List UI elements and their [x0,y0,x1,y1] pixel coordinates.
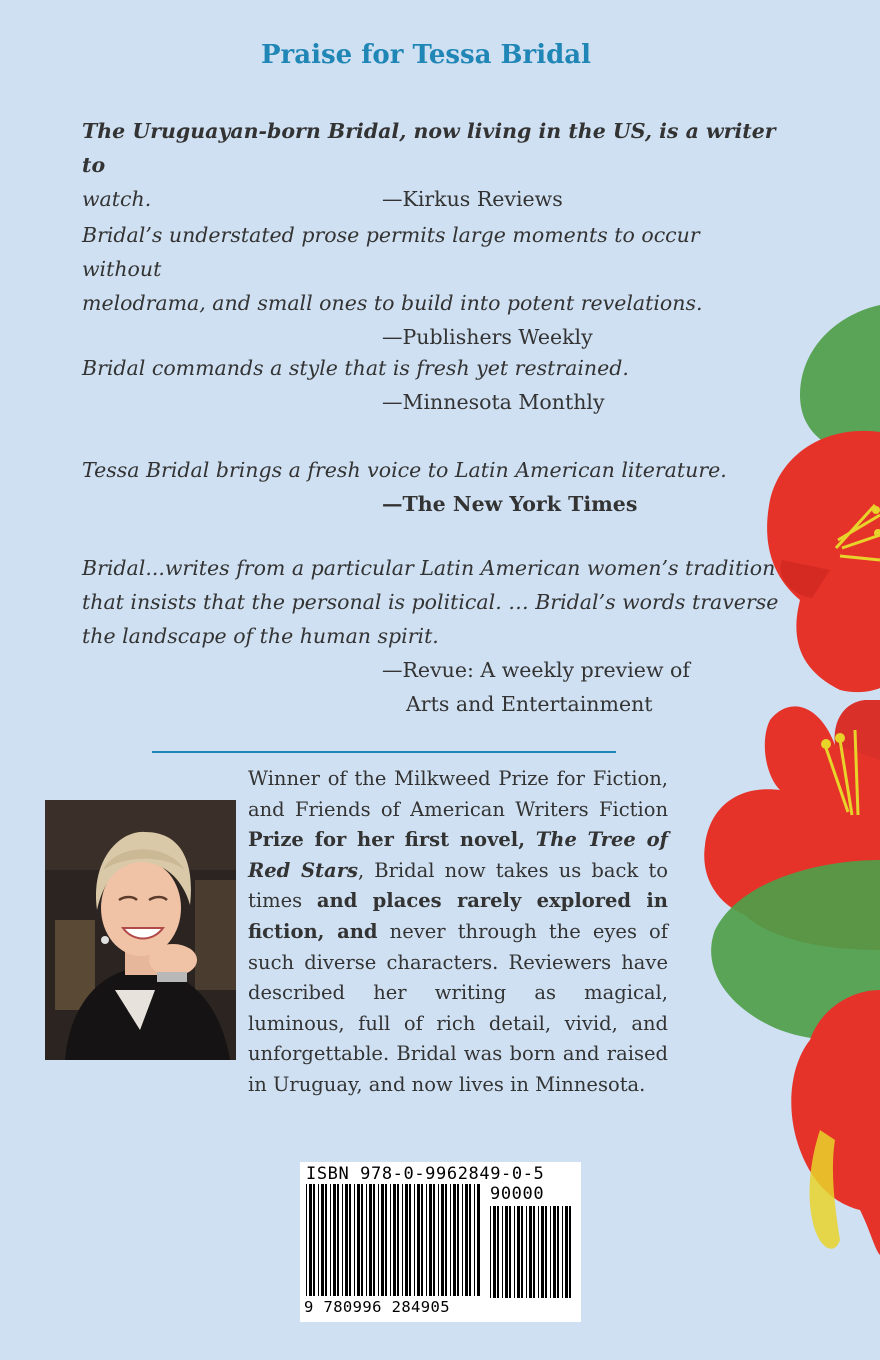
barcode-bar [529,1206,532,1298]
quote-text: Bridal...writes from a particular Latin American women’s tradition [82,556,776,580]
barcode-bar [349,1184,351,1296]
barcode-bar [438,1184,439,1296]
praise-quote-new-york-times [82,453,782,521]
barcode-bar [393,1184,396,1296]
barcode-bar [381,1184,384,1296]
barcode-bar [342,1184,343,1296]
barcode-bar [378,1184,379,1296]
isbn-label: ISBN 978-0-9962849-0-5 [306,1164,545,1184]
barcode-bar [453,1184,456,1296]
barcode-bar [502,1206,503,1298]
praise-quote-publishers-weekly [82,218,782,354]
barcode-bar [306,1184,307,1296]
barcode-bar [465,1184,468,1296]
praise-quote-revue [82,551,782,721]
barcode-bar [345,1184,348,1296]
quote-source: —The New York Times [382,492,638,516]
barcode-bar [553,1206,556,1298]
barcode-bar [409,1184,411,1296]
quote-source: —Minnesota Monthly [382,390,605,414]
barcode-bar [354,1184,355,1296]
barcode-bar [545,1206,547,1298]
barcode-bar [474,1184,475,1296]
barcode-bar [450,1184,451,1296]
barcode-bar [309,1184,312,1296]
author-bio [248,764,668,1101]
barcode-bar [533,1206,535,1298]
barcode-bar [361,1184,363,1296]
barcode-bar [562,1206,563,1298]
barcode-bars-icon [306,1184,482,1296]
bio-text: Winner of the Milkweed Prize for Fiction, and Friends of American Writers Fiction [248,767,668,821]
barcode-bar [390,1184,391,1296]
page-title: Praise for Tessa Bridal [260,40,591,70]
quote-source: —Revue: A weekly preview of [382,658,690,682]
barcode-bar [521,1206,523,1298]
barcode-bar [414,1184,415,1296]
barcode-bar [330,1184,331,1296]
barcode-bar [373,1184,375,1296]
quote-text: melodrama, and small ones to build into potent revelations. [82,291,703,315]
barcode-bar [325,1184,327,1296]
barcode-bar [333,1184,336,1296]
barcode-bar [385,1184,387,1296]
barcode-bar [405,1184,408,1296]
bio-text-bold: Prize for her first novel, [248,828,536,852]
bio-text-bold: and places rarely explored in fiction, and [248,889,668,943]
book-title: The Tree of Red Stars [248,828,668,882]
barcode-bar [517,1206,520,1298]
bio-text: never through the eyes of such diverse characters. Reviewers have described her writing as magical, luminous, full of rich detail, vivid, and unforgettable. Bridal was born and raised in Uruguay, and now lives in Minnesota. [248,919,668,1096]
barcode-bar [505,1206,508,1298]
quote-text: Bridal commands a style that is fresh yet restrained. [82,356,629,380]
barcode-bar [462,1184,463,1296]
isbn-barcode [300,1162,581,1322]
barcode-bar [457,1184,459,1296]
praise-quote-minnesota-monthly [82,351,782,419]
barcode-bar [402,1184,403,1296]
barcode-bar [509,1206,511,1298]
barcode-bar [550,1206,551,1298]
barcode-bar [477,1184,480,1296]
quote-text: the landscape of the human spirit. [82,624,439,648]
barcode-bar [417,1184,420,1296]
quote-text: The Uruguayan-born Bridal, now living in the US, is a writer to [82,119,776,177]
barcode-bar [445,1184,447,1296]
barcode-bar [493,1206,496,1298]
barcode-bar [433,1184,435,1296]
quote-source: Arts and Entertainment [406,692,653,716]
barcode-bar [441,1184,444,1296]
barcode-bar [541,1206,544,1298]
barcode-bar [469,1184,471,1296]
divider-rule [152,751,616,753]
quote-text: that insists that the personal is political. … Bridal’s words traverse [82,590,779,614]
barcode-bar [429,1184,432,1296]
barcode-bar [426,1184,427,1296]
barcode-addon-bars-icon [490,1206,574,1298]
barcode-bar [565,1206,568,1298]
bio-text: , Bridal now takes us back to times [248,858,668,913]
barcode-bar [490,1206,491,1298]
quote-text: watch. [82,187,152,211]
author-photo-icon [45,800,236,1060]
praise-quote-kirkus [82,114,782,216]
barcode-bar [569,1206,571,1298]
quote-source: —Kirkus Reviews [382,187,563,211]
quote-text: Bridal’s understated prose permits large moments to occur without [82,223,700,281]
quote-text: Tessa Bridal brings a fresh voice to Latin American literature. [82,458,727,482]
barcode-bar [366,1184,367,1296]
barcode-bar [557,1206,559,1298]
barcode-bar [337,1184,339,1296]
barcode-bar [421,1184,423,1296]
barcode-bar [514,1206,515,1298]
barcode-bar [526,1206,527,1298]
barcode-addon-number: 90000 [490,1184,545,1204]
barcode-bar [357,1184,360,1296]
barcode-bar [318,1184,319,1296]
author-photo [45,800,236,1060]
quote-source: —Publishers Weekly [382,325,593,349]
barcode-bar [313,1184,315,1296]
barcode-bar [497,1206,499,1298]
barcode-bar [321,1184,324,1296]
barcode-bar [538,1206,539,1298]
barcode-bar [369,1184,372,1296]
barcode-bar [397,1184,399,1296]
ean-digits: 9 780996 284905 [304,1298,450,1316]
